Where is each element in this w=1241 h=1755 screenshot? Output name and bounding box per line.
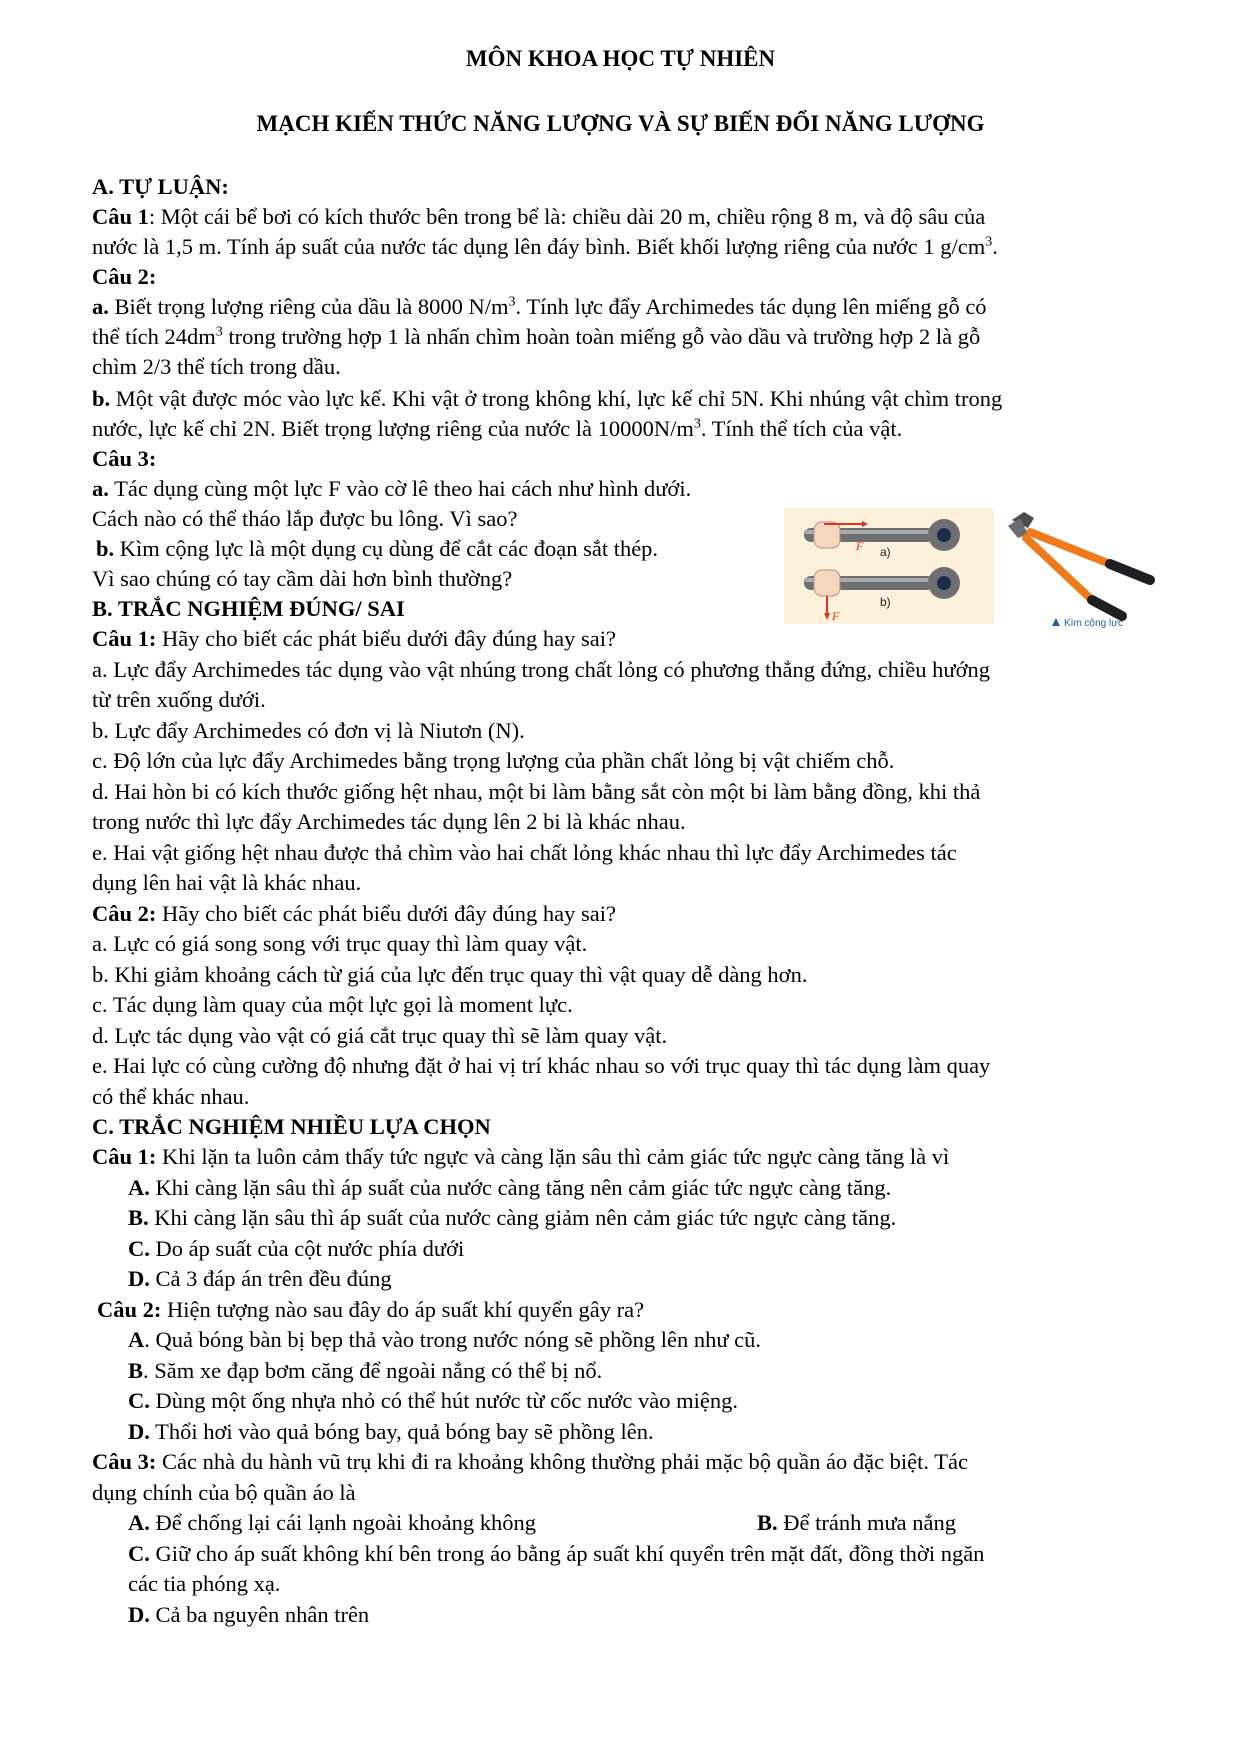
option-text: . Quả bóng bàn bị bẹp thả vào trong nước nóng sẽ phồng lên như cũ.: [144, 1327, 762, 1352]
b-q1-d-line1: d. Hai hòn bi có kích thước giống hệt nhau, một bi làm bằng sắt còn một bi làm bằng đồng, khi thả: [92, 779, 981, 804]
c-q3-option-b: [757, 1508, 956, 1538]
c-q2-option-b: [128, 1356, 602, 1386]
topic-title: MẠCH KIẾN THỨC NĂNG LƯỢNG VÀ SỰ BIẾN ĐỔI NĂNG LƯỢNG: [256, 111, 985, 136]
a-q3b-line1: [96, 534, 658, 564]
b-q1-stem: [92, 624, 616, 654]
b-q1-b: b. Lực đẩy Archimedes có đơn vị là Niutơn (N).: [92, 718, 525, 743]
a-q3a-line2: Cách nào có thể tháo lắp được bu lông. Vì sao?: [92, 506, 518, 531]
c-q2-option-d: [128, 1417, 654, 1447]
b-q1-c: c. Độ lớn của lực đẩy Archimedes bằng trọng lượng của phần chất lỏng bị vật chiếm chỗ.: [92, 748, 895, 773]
question-text: Khi lặn ta luôn cảm thấy tức ngực và càng lặn sâu thì cảm giác tức ngực càng tăng là vì: [156, 1144, 950, 1169]
a-q2a-line3: chìm 2/3 thể tích trong dầu.: [92, 354, 341, 379]
part-c-heading: C. TRẮC NGHIỆM NHIỀU LỰA CHỌN: [92, 1114, 491, 1139]
c-q3-option-c-line2: các tia phóng xạ.: [128, 1571, 281, 1596]
b-q2-a: a. Lực có giá song song với trục quay thì làm quay vật.: [92, 931, 588, 956]
option-label: A: [128, 1327, 145, 1352]
option-label: B: [128, 1358, 144, 1383]
option-text: Để tránh mưa nắng: [777, 1510, 957, 1535]
figure-caption: Kìm cộng lực: [1064, 618, 1123, 629]
question-text: Hiện tượng nào sau đây do áp suất khí quyển gây ra?: [161, 1297, 645, 1322]
sub-label: a.: [92, 294, 109, 319]
subject-title: MÔN KHOA HỌC TỰ NHIÊN: [465, 46, 776, 71]
question-label: Câu 2:: [97, 1297, 162, 1322]
c-q1-option-d: [128, 1264, 392, 1294]
caption-triangle-icon: [1052, 618, 1060, 626]
option-label: D.: [128, 1419, 150, 1444]
question-label: Câu 2:: [92, 901, 157, 926]
sub-label: b.: [96, 536, 115, 561]
question-text: trong trường hợp 1 là nhấn chìm hoàn toàn miếng gỗ vào dầu và trường hợp 2 là gỗ: [222, 324, 981, 349]
option-text: . Săm xe đạp bơm căng để ngoài nắng có thể bị nổ.: [143, 1358, 603, 1383]
b-q1-a-line1: a. Lực đẩy Archimedes tác dụng vào vật nhúng trong chất lỏng có phương thẳng đứng, chiều hướng: [92, 657, 990, 682]
option-text: Do áp suất của cột nước phía dưới: [149, 1236, 465, 1261]
option-label: A.: [128, 1510, 150, 1535]
a-q2b-line2: [92, 414, 902, 444]
question-text: Kìm cộng lực là một dụng cụ dùng để cắt các đoạn sắt thép.: [114, 536, 659, 561]
question-label: Câu 3:: [92, 1449, 157, 1474]
force-label: F: [832, 609, 840, 623]
bolt-cutter-figure: [1000, 504, 1160, 630]
c-q1-option-b: [128, 1203, 896, 1233]
b-q2-d: d. Lực tác dụng vào vật có giá cắt trục quay thì sẽ làm quay vật.: [92, 1023, 668, 1048]
option-label: C.: [128, 1388, 150, 1413]
c-q2-stem: [97, 1295, 644, 1325]
b-q1-a-line2: từ trên xuống dưới.: [92, 687, 266, 712]
sub-label: a.: [92, 476, 109, 501]
figure-label-b: b): [880, 595, 891, 609]
part-b-heading: B. TRẮC NGHIỆM ĐÚNG/ SAI: [92, 596, 405, 621]
b-q2-stem: [92, 899, 616, 929]
question-label: Câu 1: [92, 204, 149, 229]
c-q1-stem: [92, 1142, 949, 1172]
part-a-heading: A. TỰ LUẬN:: [92, 174, 229, 199]
question-text: Một vật được móc vào lực kế. Khi vật ở trong không khí, lực kế chỉ 5N. Khi nhúng vật chìm trong: [110, 386, 1003, 411]
b-q2-e-line2: có thể khác nhau.: [92, 1084, 250, 1109]
question-text: . Tính thể tích của vật.: [700, 416, 903, 441]
wrench-figure: [784, 508, 994, 624]
b-q2-c: c. Tác dụng làm quay của một lực gọi là moment lực.: [92, 992, 573, 1017]
a-q2-label: Câu 2:: [92, 264, 157, 289]
superscript: 3: [508, 294, 516, 310]
figure-label-a: a): [880, 545, 891, 559]
option-label: D.: [128, 1602, 150, 1627]
a-q2a-line2: [92, 322, 980, 352]
option-text: Cả 3 đáp án trên đều đúng: [149, 1266, 392, 1291]
superscript: 3: [985, 234, 993, 250]
question-text: .: [992, 234, 998, 259]
a-q1-line1: [92, 202, 985, 232]
force-label: F: [856, 539, 864, 553]
option-text: Thổi hơi vào quả bóng bay, quả bóng bay sẽ phồng lên.: [149, 1419, 654, 1444]
option-text: Dùng một ống nhựa nhỏ có thể hút nước từ cốc nước vào miệng.: [149, 1388, 738, 1413]
c-q1-option-c: [128, 1234, 464, 1264]
b-q1-d-line2: trong nước thì lực đẩy Archimedes tác dụng lên 2 bi là khác nhau.: [92, 809, 686, 834]
question-text: Hãy cho biết các phát biểu dưới đây đúng hay sai?: [156, 626, 616, 651]
option-text: Khi càng lặn sâu thì áp suất của nước càng giảm nên cảm giác tức ngực càng tăng.: [148, 1205, 897, 1230]
a-q2a-line1: [92, 292, 987, 322]
bolt-cutter-icon: [1008, 512, 1150, 616]
b-q1-e-line2: dụng lên hai vật là khác nhau.: [92, 870, 362, 895]
option-label: B.: [128, 1205, 149, 1230]
question-label: Câu 1:: [92, 626, 157, 651]
c-q2-option-c: [128, 1386, 738, 1416]
b-q1-e-line1: e. Hai vật giống hệt nhau được thả chìm vào hai chất lỏng khác nhau thì lực đẩy Archimedes tác: [92, 840, 957, 865]
option-text: Để chống lại cái lạnh ngoài khoảng không: [149, 1510, 537, 1535]
question-text: Hãy cho biết các phát biểu dưới đây đúng hay sai?: [156, 901, 616, 926]
c-q3-option-a: [128, 1508, 536, 1538]
option-text: Cả ba nguyên nhân trên: [149, 1602, 370, 1627]
question-text: Tác dụng cùng một lực F vào cờ lê theo hai cách như hình dưới.: [108, 476, 692, 501]
superscript: 3: [693, 416, 701, 432]
c-q3-option-c-line1: [128, 1539, 984, 1569]
a-q3-label: Câu 3:: [92, 446, 157, 471]
a-q3b-line2: Vì sao chúng có tay cầm dài hơn bình thường?: [92, 566, 513, 591]
option-label: C.: [128, 1541, 150, 1566]
c-q3-option-d: [128, 1600, 369, 1630]
a-q1-line2: [92, 232, 998, 262]
c-q1-option-a: [128, 1173, 891, 1203]
b-q2-b: b. Khi giảm khoảng cách từ giá của lực đến trục quay thì vật quay dễ dàng hơn.: [92, 962, 808, 987]
c-q2-option-a: [128, 1325, 761, 1355]
superscript: 3: [215, 324, 223, 340]
question-text: Biết trọng lượng riêng của dầu là 8000 N/m: [108, 294, 509, 319]
a-q2b-line1: [92, 384, 1002, 414]
option-label: D.: [128, 1266, 150, 1291]
c-q3-stem-line1: [92, 1447, 968, 1477]
question-text: nước, lực kế chỉ 2N. Biết trọng lượng riêng của nước là 10000N/m: [92, 416, 694, 441]
question-text: Các nhà du hành vũ trụ khi đi ra khoảng không thường phải mặc bộ quần áo đặc biệt. Tác: [156, 1449, 968, 1474]
a-q3a-line1: [92, 474, 691, 504]
question-text: nước là 1,5 m. Tính áp suất của nước tác dụng lên đáy bình. Biết khối lượng riêng của nước 1 g/cm: [92, 234, 986, 259]
option-label: A.: [128, 1175, 150, 1200]
option-text: Khi càng lặn sâu thì áp suất của nước càng tăng nên cảm giác tức ngực càng tăng.: [149, 1175, 892, 1200]
c-q3-stem-line2: dụng chính của bộ quần áo là: [92, 1480, 356, 1505]
sub-label: b.: [92, 386, 111, 411]
question-label: Câu 1:: [92, 1144, 157, 1169]
option-label: C.: [128, 1236, 150, 1261]
question-text: . Tính lực đẩy Archimedes tác dụng lên miếng gỗ có: [515, 294, 987, 319]
option-text: Giữ cho áp suất không khí bên trong áo bằng áp suất khí quyển trên mặt đất, đồng thời ngăn: [149, 1541, 985, 1566]
b-q2-e-line1: e. Hai lực có cùng cường độ nhưng đặt ở hai vị trí khác nhau so với trục quay thì tác dụng làm quay: [92, 1053, 991, 1078]
option-label: B.: [757, 1510, 778, 1535]
question-text: thể tích 24dm: [92, 324, 216, 349]
question-text: : Một cái bể bơi có kích thước bên trong bể là: chiều dài 20 m, chiều rộng 8 m, và độ sâu của: [148, 204, 986, 229]
